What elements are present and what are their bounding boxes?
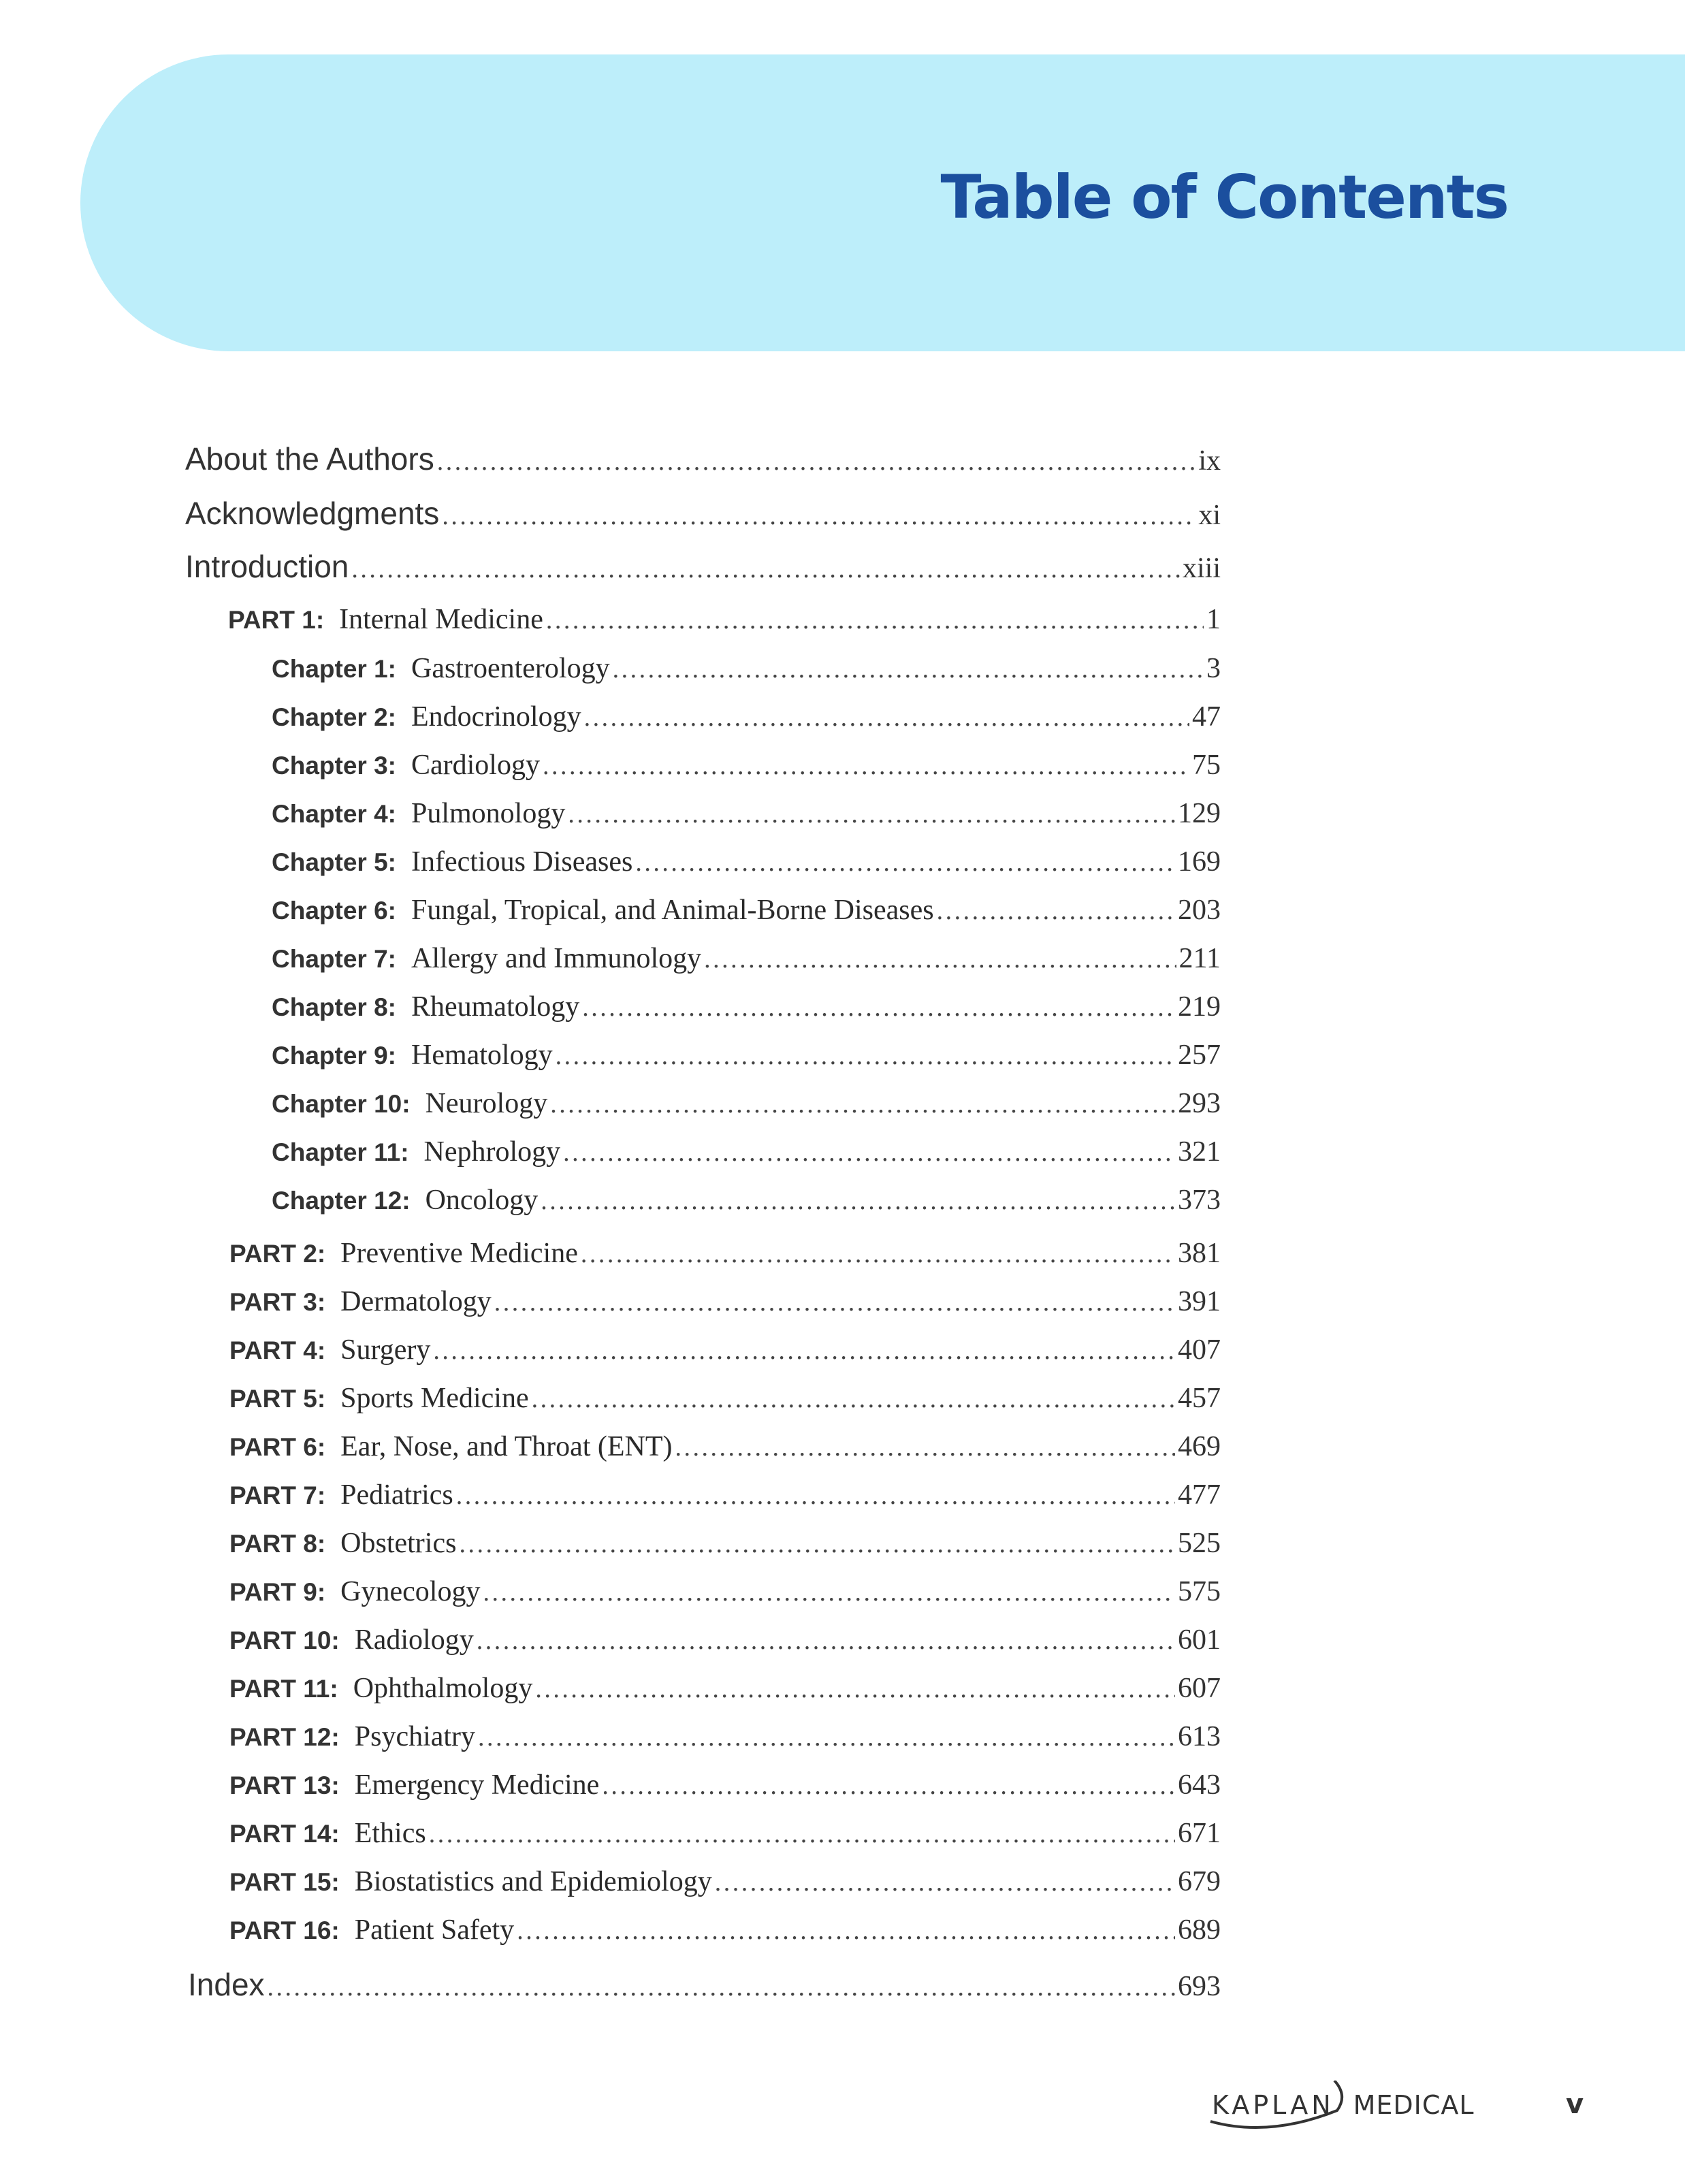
entry-title: Acknowledgments (185, 496, 440, 531)
entry-page: 3 (1206, 653, 1221, 684)
entry-label: PART 7: (229, 1481, 326, 1509)
entry-page: 601 (1178, 1624, 1221, 1656)
dot-leader (563, 1138, 1175, 1168)
swoosh-icon (1208, 2081, 1351, 2135)
entry-label: PART 12: (229, 1723, 340, 1751)
dot-leader (351, 554, 1180, 584)
dot-leader (675, 1432, 1175, 1462)
dot-leader (543, 751, 1189, 781)
dot-leader (582, 993, 1175, 1023)
entry-title: Rheumatology (411, 991, 580, 1023)
brand-name: KAPLAN (1212, 2090, 1334, 2120)
kaplan-logo (1212, 2090, 1334, 2120)
entry-title: Pediatrics (340, 1479, 453, 1511)
dot-leader (546, 605, 1204, 635)
entry-title: Gynecology (340, 1576, 481, 1607)
entry-page: 75 (1192, 750, 1221, 781)
entry-label: Chapter 2: (272, 703, 396, 731)
toc-entry-part[interactable] (228, 603, 1221, 636)
entry-title: Ophthalmology (353, 1673, 533, 1704)
entry-page: 203 (1178, 895, 1221, 926)
toc-entry-part[interactable] (229, 1720, 1221, 1753)
entry-page: 169 (1178, 846, 1221, 878)
entry-label: PART 3: (229, 1288, 326, 1316)
entry-page: 391 (1178, 1286, 1221, 1317)
entry-title: Fungal, Tropical, and Animal-Borne Diseases (411, 895, 934, 926)
toc-entry-part[interactable] (229, 1865, 1221, 1898)
entry-title: Index (188, 1967, 265, 2002)
entry-title: Preventive Medicine (340, 1238, 578, 1269)
entry-page: 477 (1178, 1479, 1221, 1511)
entry-title: Infectious Diseases (411, 846, 633, 878)
entry-label: PART 6: (229, 1433, 326, 1461)
toc-entry-front[interactable] (185, 440, 1221, 477)
entry-title: Allergy and Immunology (411, 943, 702, 974)
toc-entry-front[interactable] (185, 495, 1221, 532)
dot-leader (613, 654, 1204, 684)
entry-page: 211 (1178, 943, 1221, 974)
entry-label: Chapter 10: (272, 1090, 411, 1118)
entry-page: 1 (1206, 604, 1221, 635)
entry-page: 643 (1178, 1769, 1221, 1801)
toc-entry-part[interactable] (229, 1817, 1221, 1850)
entry-page: 613 (1178, 1721, 1221, 1752)
entry-title: Introduction (185, 549, 349, 584)
toc-entry-part[interactable] (229, 1237, 1221, 1270)
toc-entry-chapter[interactable] (272, 846, 1221, 878)
toc-entry-chapter[interactable] (272, 991, 1221, 1023)
entry-label: Chapter 1: (272, 655, 396, 683)
dot-leader (937, 896, 1175, 926)
brand-suffix: MEDICAL (1353, 2090, 1475, 2120)
toc-entry-part[interactable] (229, 1575, 1221, 1608)
entry-label: PART 15: (229, 1868, 340, 1896)
toc-entry-part[interactable] (229, 1624, 1221, 1656)
toc-entry-part[interactable] (229, 1914, 1221, 1946)
dot-leader (483, 1577, 1175, 1607)
entry-title: Gastroenterology (411, 653, 610, 684)
dot-leader (437, 447, 1196, 477)
entry-label: PART 9: (229, 1578, 326, 1606)
entry-label: PART 11: (229, 1675, 338, 1703)
dot-leader (517, 1916, 1175, 1946)
entry-label: PART 4: (229, 1336, 326, 1364)
toc-entry-part[interactable] (229, 1527, 1221, 1560)
toc-entry-part[interactable] (229, 1672, 1221, 1705)
toc-entry-chapter[interactable] (272, 652, 1221, 685)
entry-label: Chapter 7: (272, 945, 396, 973)
entry-label: PART 1: (228, 606, 325, 634)
entry-page: xiii (1182, 553, 1221, 584)
entry-label: Chapter 11: (272, 1138, 409, 1166)
toc-entry-chapter[interactable] (272, 1136, 1221, 1168)
entry-title: About the Authors (185, 441, 434, 477)
entry-page: 689 (1178, 1914, 1221, 1946)
toc-entry-index[interactable] (188, 1966, 1221, 2003)
entry-page: 469 (1178, 1431, 1221, 1462)
entry-page: 679 (1178, 1866, 1221, 1897)
dot-leader (602, 1771, 1175, 1801)
toc-entry-part[interactable] (229, 1382, 1221, 1415)
entry-title: Emergency Medicine (354, 1769, 600, 1801)
entry-page: 607 (1178, 1673, 1221, 1704)
entry-label: PART 2: (229, 1240, 326, 1268)
entry-label: PART 16: (229, 1916, 340, 1944)
entry-title: Oncology (425, 1185, 539, 1216)
entry-title: Surgery (340, 1334, 431, 1366)
dot-leader (581, 1239, 1175, 1269)
entry-title: Obstetrics (340, 1528, 457, 1559)
toc-entry-chapter[interactable] (272, 894, 1221, 927)
toc-entry-part[interactable] (229, 1479, 1221, 1511)
entry-page: 575 (1178, 1576, 1221, 1607)
toc-entry-chapter[interactable] (272, 942, 1221, 975)
entry-title: Dermatology (340, 1286, 492, 1317)
entry-page: 321 (1178, 1136, 1221, 1168)
toc-entry-part[interactable] (229, 1334, 1221, 1366)
entry-page: 373 (1178, 1185, 1221, 1216)
toc-entry-part[interactable] (229, 1769, 1221, 1801)
dot-leader (459, 1529, 1175, 1559)
dot-leader (494, 1287, 1175, 1317)
dot-leader (635, 848, 1175, 878)
toc-entry-chapter[interactable] (272, 749, 1221, 782)
entry-page: 671 (1178, 1818, 1221, 1849)
page-title: Table of Contents (940, 162, 1508, 232)
entry-label: Chapter 9: (272, 1042, 396, 1070)
entry-label: Chapter 6: (272, 897, 396, 925)
entry-label: PART 5: (229, 1385, 326, 1413)
entry-page: 129 (1178, 798, 1221, 829)
entry-page: 381 (1178, 1238, 1221, 1269)
entry-title: Cardiology (411, 750, 540, 781)
entry-title: Endocrinology (411, 701, 581, 733)
dot-leader (715, 1867, 1175, 1897)
dot-leader (556, 1041, 1175, 1071)
entry-page: 257 (1178, 1040, 1221, 1071)
entry-title: Patient Safety (354, 1914, 515, 1946)
entry-title: Nephrology (423, 1136, 561, 1168)
entry-label: PART 10: (229, 1626, 340, 1654)
entry-title: Psychiatry (354, 1721, 476, 1752)
entry-page: 525 (1178, 1528, 1221, 1559)
dot-leader (456, 1481, 1175, 1511)
page-number: v (1566, 2089, 1584, 2120)
entry-title: Ear, Nose, and Throat (ENT) (340, 1431, 673, 1462)
dot-leader (584, 703, 1189, 733)
entry-label: Chapter 12: (272, 1187, 411, 1215)
entry-page: 47 (1192, 701, 1221, 733)
entry-title: Pulmonology (411, 798, 566, 829)
entry-page: 293 (1178, 1088, 1221, 1119)
entry-page: ix (1198, 445, 1221, 477)
toc-entry-front[interactable] (185, 548, 1221, 585)
toc-entry-chapter[interactable] (272, 797, 1221, 830)
entry-label: PART 13: (229, 1771, 340, 1799)
dot-leader (442, 501, 1195, 531)
entry-title: Neurology (425, 1088, 548, 1119)
toc-entry-part[interactable] (229, 1430, 1221, 1463)
entry-label: Chapter 5: (272, 848, 396, 876)
entry-page: 457 (1178, 1383, 1221, 1414)
entry-title: Ethics (354, 1818, 426, 1849)
entry-page: 219 (1178, 991, 1221, 1023)
entry-label: Chapter 4: (272, 800, 396, 828)
footer-logo (1212, 2090, 1475, 2120)
entry-label: PART 8: (229, 1530, 326, 1558)
entry-label: PART 14: (229, 1820, 340, 1848)
toc-entry-part[interactable] (229, 1285, 1221, 1318)
entry-page: 407 (1178, 1334, 1221, 1366)
dot-leader (477, 1626, 1175, 1656)
dot-leader (568, 799, 1175, 829)
entry-page: 693 (1178, 1971, 1221, 2002)
dot-leader (541, 1186, 1175, 1216)
entry-label: Chapter 8: (272, 993, 396, 1021)
dot-leader (704, 944, 1176, 974)
dot-leader (433, 1336, 1175, 1366)
toc-entry-chapter[interactable] (272, 1184, 1221, 1217)
dot-leader (268, 1972, 1175, 2002)
toc-entry-chapter[interactable] (272, 1087, 1221, 1120)
dot-leader (429, 1819, 1175, 1849)
entry-title: Internal Medicine (339, 604, 543, 635)
dot-leader (532, 1384, 1175, 1414)
entry-title: Biostatistics and Epidemiology (354, 1866, 712, 1897)
dot-leader (535, 1674, 1175, 1704)
toc-entry-chapter[interactable] (272, 1039, 1221, 1072)
toc-entry-chapter[interactable] (272, 701, 1221, 733)
entry-page: xi (1198, 500, 1221, 531)
dot-leader (550, 1089, 1175, 1119)
entry-title: Sports Medicine (340, 1383, 529, 1414)
entry-label: Chapter 3: (272, 752, 396, 780)
dot-leader (478, 1722, 1175, 1752)
entry-title: Hematology (411, 1040, 553, 1071)
entry-title: Radiology (354, 1624, 474, 1656)
